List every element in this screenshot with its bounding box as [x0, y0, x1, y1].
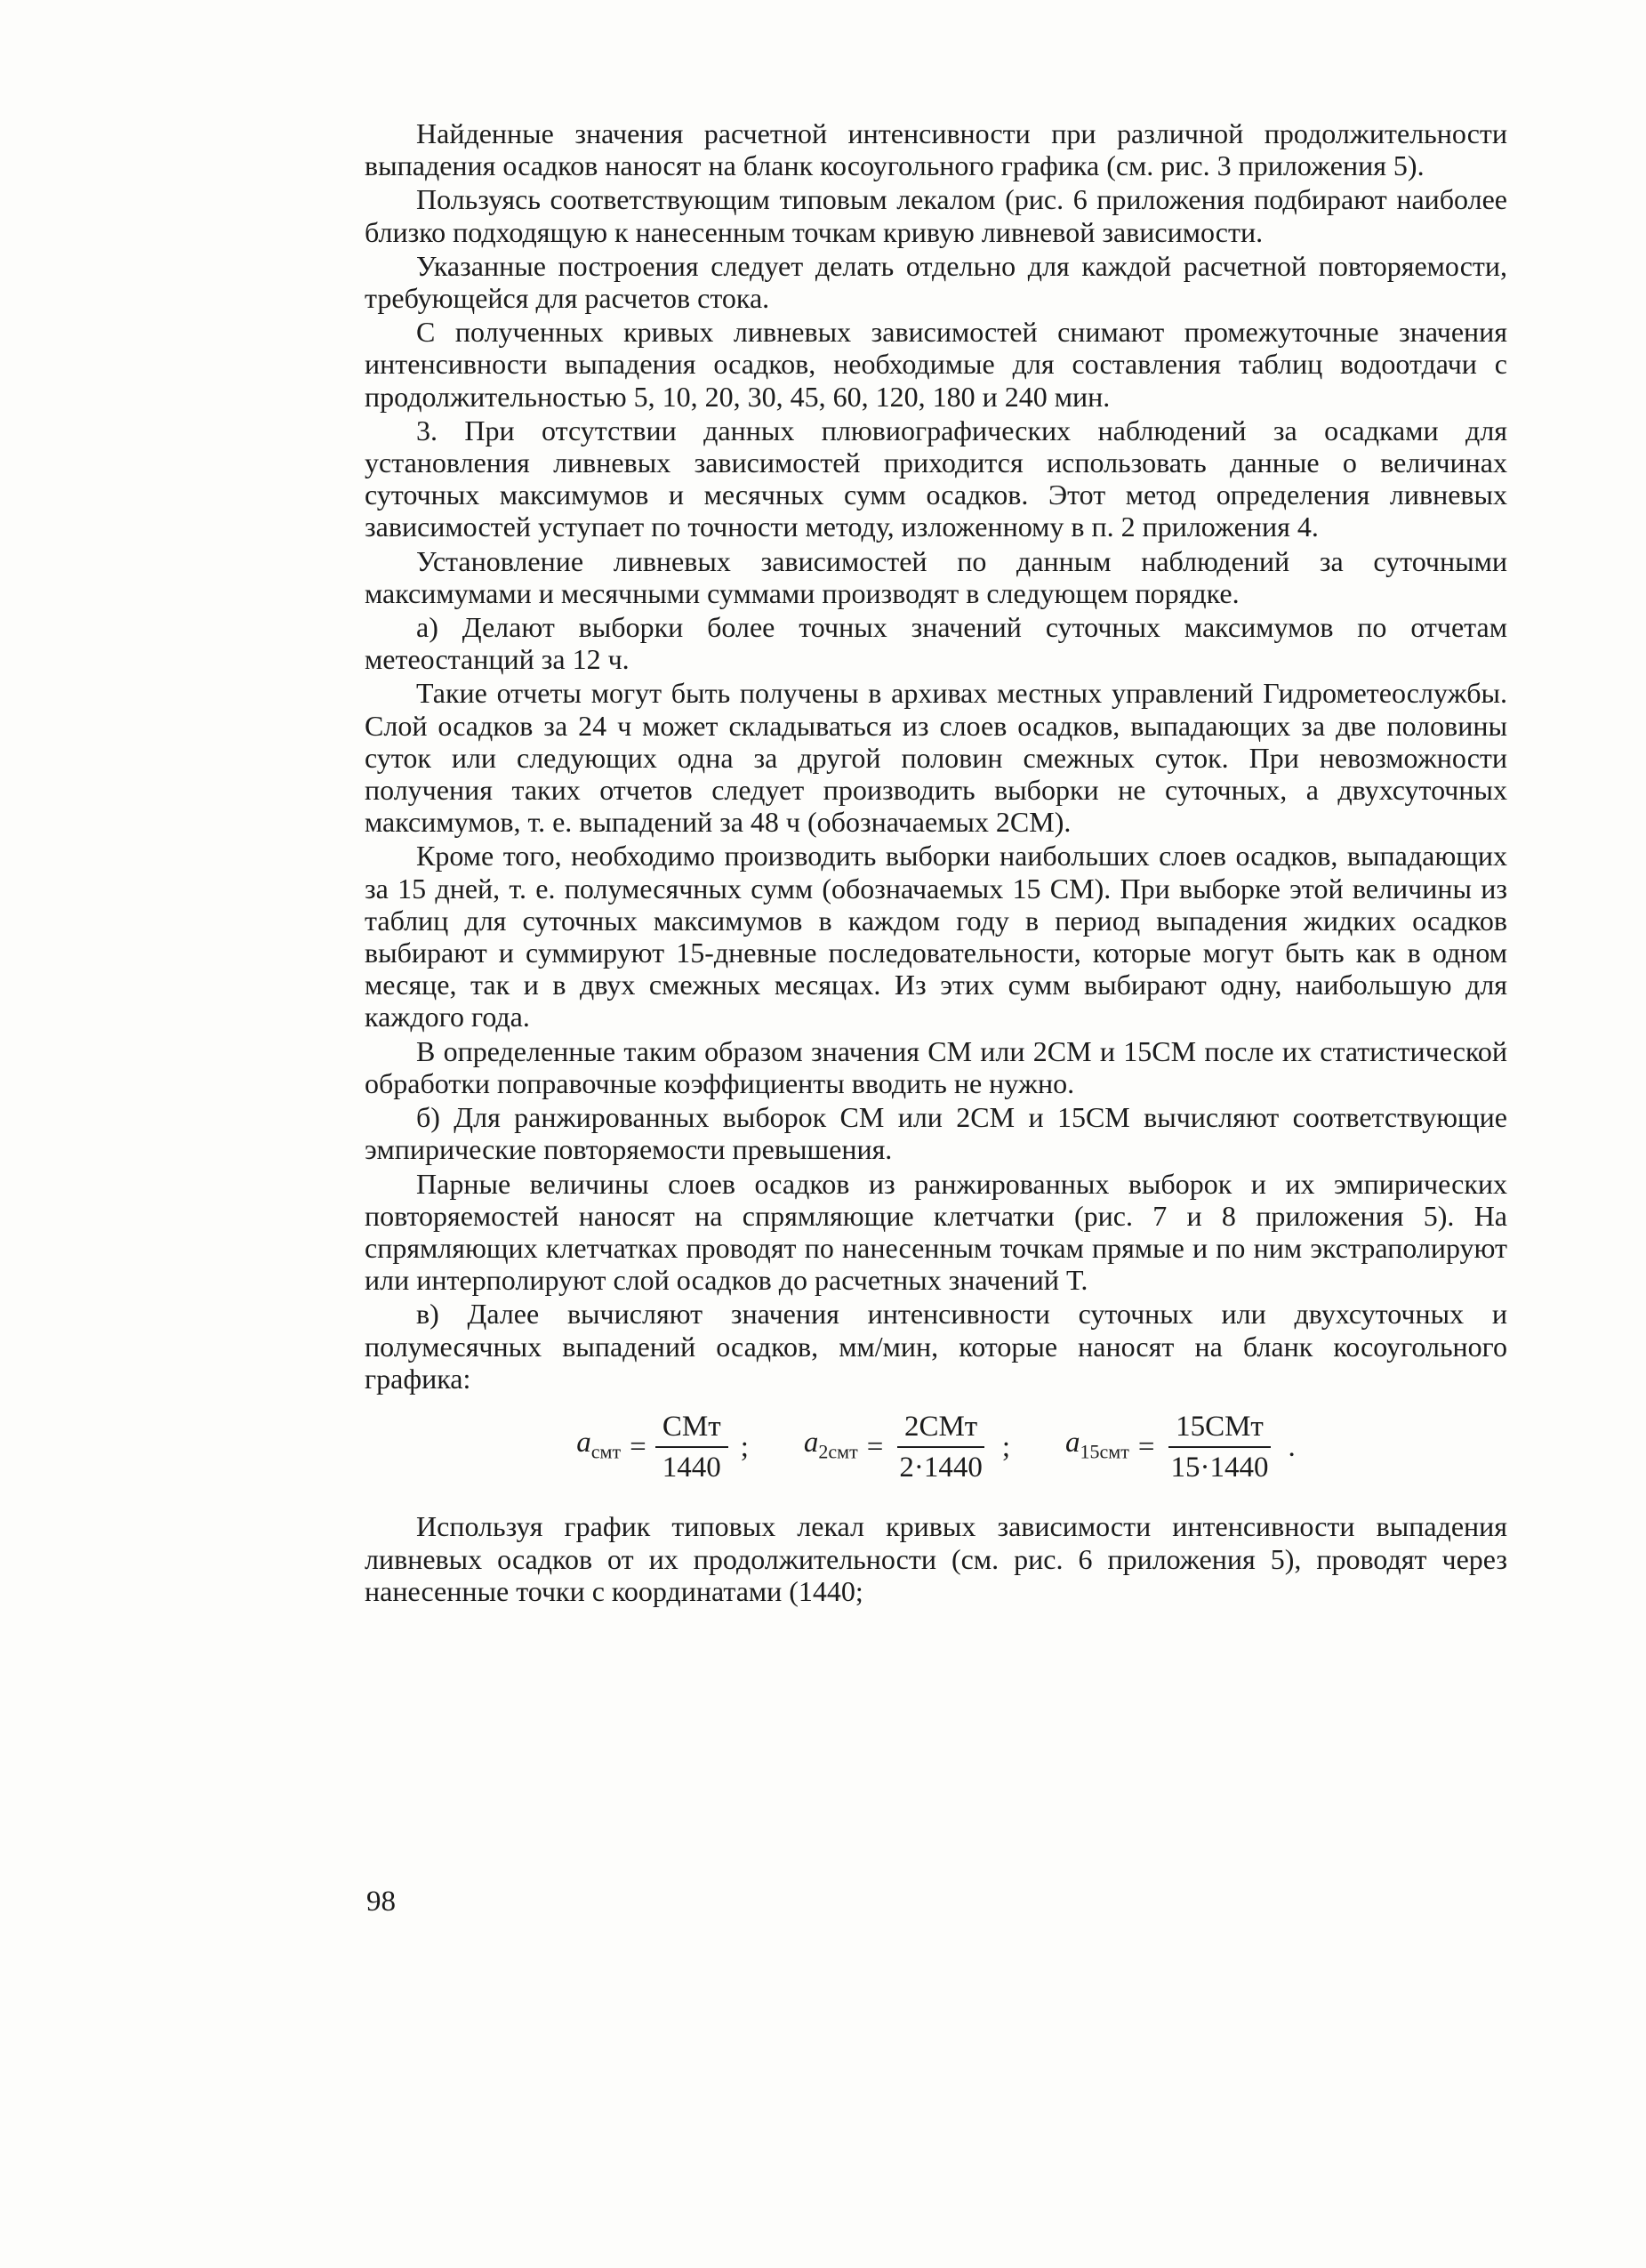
- formula-two-day: [804, 1411, 1010, 1484]
- formula-half-month: [1065, 1411, 1296, 1484]
- paragraph-6: Установление ливневых зависимостей по данным наблюдений за суточными максимумами и месячными суммами производят в следующем порядке.: [365, 544, 1507, 609]
- fraction-numerator: СМт: [655, 1411, 728, 1448]
- formula-lhs: $a_{смт}$: [576, 1426, 622, 1463]
- formula-daily: [576, 1411, 749, 1484]
- equals-sign: =: [630, 1431, 646, 1464]
- paragraph-11: б) Для ранжированных выборок СМ или 2СМ и 15СМ вычисляют соответствующие эмпирические повторяемости превышения.: [365, 1101, 1507, 1166]
- fraction: [655, 1411, 728, 1484]
- equals-sign: =: [866, 1431, 884, 1464]
- fraction-denominator: 15·1440: [1170, 1452, 1269, 1484]
- paragraph-8: Такие отчеты могут быть получены в архивах местных управлений Гидрометеослужбы. Слой осадков за 24 ч может складываться из слоев осадков, выпадающих за две половины суток или следующих одна за другой половин смежных суток. При невозможности получения таких отчетов следует производить выборки не суточных, а двухсуточных максимумов, т. е. выпадений за 48 ч (обозначаемых 2СМ).: [365, 677, 1507, 839]
- paragraph-4: С полученных кривых ливневых зависимостей снимают промежуточные значения интенсивности выпадения осадков, необходимые для составления таблиц водоотдачи с продолжительностью 5, 10, 20, 30, 45, 60, 120, 180 и 240 мин.: [365, 316, 1507, 413]
- fraction: [892, 1411, 990, 1484]
- page-number: 98: [366, 1886, 396, 1918]
- closing-paragraph: Используя график типовых лекал кривых зависимости интенсивности выпадения ливневых осадков от их продолжительности (см. рис. 6 приложения 5), проводят через нанесенные точки с координатами (1440;: [365, 1510, 1507, 1607]
- body-text: [365, 117, 1507, 1609]
- paragraph-2: Пользуясь соответствующим типовым лекалом (рис. 6 приложения подбирают наиболее близко подходящую к нанесенным точкам кривую ливневой зависимости.: [365, 183, 1507, 248]
- fraction-denominator: 2·1440: [899, 1452, 983, 1484]
- paragraph-5: 3. При отсутствии данных плювиографических наблюдений за осадками для установления ливневых зависимостей приходится использовать данные о величинах суточных максимумов и месячных сумм осадков. Этот метод определения ливневых зависимостей уступает по точности методу, изложенному в п. 2 приложения 4.: [365, 414, 1507, 543]
- fraction-denominator: 1440: [662, 1452, 721, 1484]
- formula-lhs: $a_{15смт}$: [1065, 1426, 1129, 1463]
- fraction-numerator: 15СМт: [1168, 1411, 1271, 1448]
- formula-row: [365, 1411, 1507, 1484]
- paragraph-12: Парные величины слоев осадков из ранжированных выборок и их эмпирических повторяемостей наносят на спрямляющие клетчатки (рис. 7 и 8 приложения 5). На спрямляющих клетчатках проводят по нанесенным точкам прямые и по ним экстраполируют или интерполируют слой осадков до расчетных значений Т.: [365, 1167, 1507, 1297]
- equals-sign: =: [1137, 1431, 1155, 1464]
- paragraph-10: В определенные таким образом значения СМ или 2СМ и 15СМ после их статистической обработки поправочные коэффициенты вводить не нужно.: [365, 1034, 1507, 1099]
- paragraph-1: Найденные значения расчетной интенсивности при различной продолжительности выпадения осадков наносят на бланк косоугольного графика (см. рис. 3 приложения 5).: [365, 117, 1507, 182]
- formula-lhs: $a_{2смт}$: [803, 1426, 858, 1463]
- paragraph-3: Указанные построения следует делать отдельно для каждой расчетной повторяемости, требующейся для расчетов стока.: [365, 249, 1507, 315]
- paragraph-13: в) Далее вычисляют значения интенсивности суточных или двухсуточных и полумесячных выпадений осадков, мм/мин, которые наносят на бланк косоугольного графика:: [365, 1298, 1507, 1395]
- fraction-numerator: 2СМт: [897, 1411, 984, 1448]
- fraction: [1163, 1411, 1275, 1484]
- formula-separator: ;: [740, 1431, 749, 1464]
- formula-separator: ;: [1001, 1431, 1011, 1464]
- paragraph-9: Кроме того, необходимо производить выборки наибольших слоев осадков, выпадающих за 15 дней, т. е. полумесячных сумм (обозначаемых 15 СМ). При выборке этой величины из таблиц для суточных максимумов в каждом году в период выпадения жидких осадков выбирают и суммируют 15-дневные последовательности, которые могут быть как в одном месяце, так и в двух смежных месяцах. Из этих сумм выбирают одну, наибольшую для каждого года.: [365, 840, 1507, 1033]
- paragraph-7: а) Делают выборки более точных значений суточных максимумов по отчетам метеостанций за 12 ч.: [365, 611, 1507, 676]
- formula-separator: .: [1288, 1431, 1296, 1464]
